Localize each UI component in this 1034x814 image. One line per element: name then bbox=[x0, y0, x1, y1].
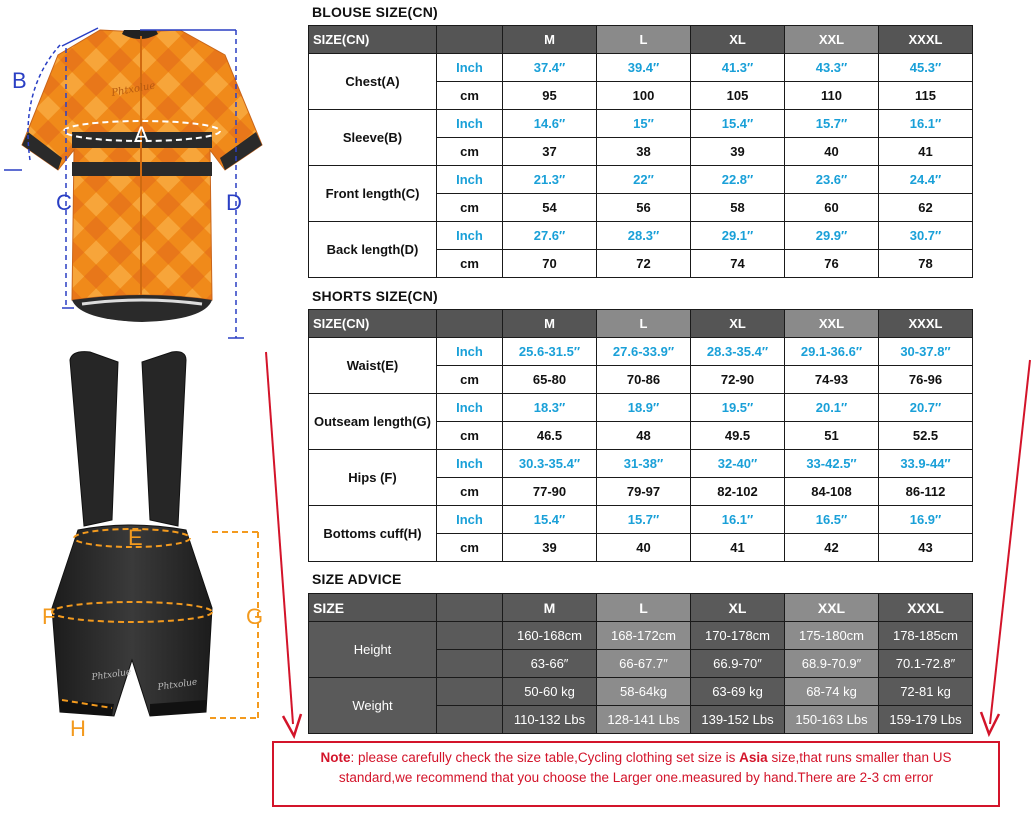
shorts-brand-right: Phtxolue bbox=[157, 677, 198, 693]
value-cell: 37 bbox=[503, 138, 597, 166]
value-cell: 37.4″ bbox=[503, 54, 597, 82]
header-cell: XXL bbox=[785, 310, 879, 338]
header-cell: XXXL bbox=[879, 594, 973, 622]
size-advice-table bbox=[308, 593, 973, 734]
value-cell: 46.5 bbox=[503, 422, 597, 450]
dimension-letter-b: B bbox=[12, 68, 27, 93]
value-cell: 15.7″ bbox=[597, 506, 691, 534]
unit-label: Inch bbox=[437, 110, 503, 138]
value-cell: 39 bbox=[691, 138, 785, 166]
note-bold: Asia bbox=[739, 750, 768, 765]
value-cell: 170-178cm bbox=[691, 622, 785, 650]
value-cell: 41.3″ bbox=[691, 54, 785, 82]
header-cell: XXL bbox=[785, 594, 879, 622]
value-cell: 30.7″ bbox=[879, 222, 973, 250]
table-row bbox=[309, 622, 973, 650]
row-label: Front length(C) bbox=[309, 166, 437, 222]
value-cell: 110 bbox=[785, 82, 879, 110]
value-cell: 16.1″ bbox=[691, 506, 785, 534]
value-cell: 19.5″ bbox=[691, 394, 785, 422]
table-row bbox=[309, 450, 973, 478]
header-cell: M bbox=[503, 594, 597, 622]
value-cell: 15.4″ bbox=[503, 506, 597, 534]
row-label: Chest(A) bbox=[309, 54, 437, 110]
header-cell: L bbox=[597, 310, 691, 338]
value-cell: 150-163 Lbs bbox=[785, 706, 879, 734]
unit-label: Inch bbox=[437, 54, 503, 82]
table-row bbox=[309, 678, 973, 706]
unit-label: Inch bbox=[437, 450, 503, 478]
value-cell: 23.6″ bbox=[785, 166, 879, 194]
header-cell: M bbox=[503, 26, 597, 54]
table-row bbox=[309, 222, 973, 250]
value-cell: 100 bbox=[597, 82, 691, 110]
dimension-letter-e: E bbox=[128, 525, 143, 550]
value-cell: 79-97 bbox=[597, 478, 691, 506]
header-cell: SIZE(CN) bbox=[309, 26, 437, 54]
table-header-row bbox=[309, 26, 973, 54]
value-cell: 21.3″ bbox=[503, 166, 597, 194]
value-cell: 43 bbox=[879, 534, 973, 562]
value-cell: 31-38″ bbox=[597, 450, 691, 478]
value-cell: 58 bbox=[691, 194, 785, 222]
value-cell: 160-168cm bbox=[503, 622, 597, 650]
shorts-title: SHORTS SIZE(CN) bbox=[312, 288, 438, 304]
value-cell: 95 bbox=[503, 82, 597, 110]
value-cell: 41 bbox=[691, 534, 785, 562]
value-cell: 105 bbox=[691, 82, 785, 110]
row-label: Weight bbox=[309, 678, 437, 734]
header-cell: XXL bbox=[785, 26, 879, 54]
value-cell: 70-86 bbox=[597, 366, 691, 394]
value-cell: 39.4″ bbox=[597, 54, 691, 82]
value-cell: 40 bbox=[785, 138, 879, 166]
value-cell: 72-81 kg bbox=[879, 678, 973, 706]
value-cell: 58-64kg bbox=[597, 678, 691, 706]
value-cell: 72 bbox=[597, 250, 691, 278]
value-cell: 20.7″ bbox=[879, 394, 973, 422]
value-cell: 178-185cm bbox=[879, 622, 973, 650]
value-cell: 48 bbox=[597, 422, 691, 450]
value-cell: 40 bbox=[597, 534, 691, 562]
unit-label: cm bbox=[437, 366, 503, 394]
header-cell: L bbox=[597, 594, 691, 622]
dimension-letter-h: H bbox=[70, 716, 86, 741]
dimension-letter-g: G bbox=[246, 604, 264, 629]
value-cell: 54 bbox=[503, 194, 597, 222]
value-cell: 68-74 kg bbox=[785, 678, 879, 706]
header-cell bbox=[437, 310, 503, 338]
value-cell: 33.9-44″ bbox=[879, 450, 973, 478]
value-cell: 68.9-70.9″ bbox=[785, 650, 879, 678]
value-cell: 50-60 kg bbox=[503, 678, 597, 706]
value-cell: 20.1″ bbox=[785, 394, 879, 422]
value-cell: 30.3-35.4″ bbox=[503, 450, 597, 478]
value-cell: 78 bbox=[879, 250, 973, 278]
row-label: Waist(E) bbox=[309, 338, 437, 394]
advice-title: SIZE ADVICE bbox=[312, 571, 402, 587]
table-header-row bbox=[309, 594, 973, 622]
value-cell: 63-69 kg bbox=[691, 678, 785, 706]
value-cell: 49.5 bbox=[691, 422, 785, 450]
header-cell: XXXL bbox=[879, 26, 973, 54]
header-cell: XL bbox=[691, 310, 785, 338]
value-cell: 51 bbox=[785, 422, 879, 450]
value-cell: 15.4″ bbox=[691, 110, 785, 138]
row-label: Outseam length(G) bbox=[309, 394, 437, 450]
header-cell: XXXL bbox=[879, 310, 973, 338]
value-cell: 29.1″ bbox=[691, 222, 785, 250]
unit-label: Inch bbox=[437, 222, 503, 250]
unit-label: Inch bbox=[437, 166, 503, 194]
jersey-brand: Phtxolue bbox=[110, 80, 157, 99]
header-cell: XL bbox=[691, 594, 785, 622]
row-label: Bottoms cuff(H) bbox=[309, 506, 437, 562]
note-text-1: : please carefully check the size table,Cycling clothing set size is bbox=[350, 750, 740, 765]
value-cell: 175-180cm bbox=[785, 622, 879, 650]
value-cell: 52.5 bbox=[879, 422, 973, 450]
value-cell: 63-66″ bbox=[503, 650, 597, 678]
value-cell: 82-102 bbox=[691, 478, 785, 506]
value-cell: 115 bbox=[879, 82, 973, 110]
header-cell bbox=[437, 26, 503, 54]
value-cell: 14.6″ bbox=[503, 110, 597, 138]
value-cell: 27.6″ bbox=[503, 222, 597, 250]
value-cell: 30-37.8″ bbox=[879, 338, 973, 366]
value-cell: 72-90 bbox=[691, 366, 785, 394]
row-label: Hips (F) bbox=[309, 450, 437, 506]
table-header-row bbox=[309, 310, 973, 338]
value-cell: 74 bbox=[691, 250, 785, 278]
value-cell: 128-141 Lbs bbox=[597, 706, 691, 734]
value-cell: 66.9-70″ bbox=[691, 650, 785, 678]
value-cell: 28.3-35.4″ bbox=[691, 338, 785, 366]
value-cell: 110-132 Lbs bbox=[503, 706, 597, 734]
note-box bbox=[272, 741, 1000, 807]
empty-cell bbox=[437, 622, 503, 650]
unit-label: Inch bbox=[437, 394, 503, 422]
value-cell: 43.3″ bbox=[785, 54, 879, 82]
value-cell: 159-179 Lbs bbox=[879, 706, 973, 734]
header-cell: M bbox=[503, 310, 597, 338]
value-cell: 38 bbox=[597, 138, 691, 166]
dimension-letter-c: C bbox=[56, 190, 72, 215]
value-cell: 32-40″ bbox=[691, 450, 785, 478]
header-cell: L bbox=[597, 26, 691, 54]
empty-cell bbox=[437, 678, 503, 706]
value-cell: 22″ bbox=[597, 166, 691, 194]
blouse-title: BLOUSE SIZE(CN) bbox=[312, 4, 438, 20]
value-cell: 66-67.7″ bbox=[597, 650, 691, 678]
shorts-brand-left: Phtxolue bbox=[91, 667, 132, 683]
value-cell: 70.1-72.8″ bbox=[879, 650, 973, 678]
value-cell: 24.4″ bbox=[879, 166, 973, 194]
header-cell: SIZE(CN) bbox=[309, 310, 437, 338]
value-cell: 27.6-33.9″ bbox=[597, 338, 691, 366]
value-cell: 74-93 bbox=[785, 366, 879, 394]
value-cell: 33-42.5″ bbox=[785, 450, 879, 478]
value-cell: 62 bbox=[879, 194, 973, 222]
table-row bbox=[309, 506, 973, 534]
unit-label: Inch bbox=[437, 506, 503, 534]
unit-label: cm bbox=[437, 534, 503, 562]
unit-label: cm bbox=[437, 422, 503, 450]
value-cell: 25.6-31.5″ bbox=[503, 338, 597, 366]
value-cell: 86-112 bbox=[879, 478, 973, 506]
value-cell: 16.9″ bbox=[879, 506, 973, 534]
empty-cell bbox=[437, 706, 503, 734]
table-row bbox=[309, 166, 973, 194]
note-prefix: Note bbox=[320, 750, 351, 765]
dimension-letter-f: F bbox=[42, 604, 56, 629]
shorts-size-table bbox=[308, 309, 973, 562]
value-cell: 15.7″ bbox=[785, 110, 879, 138]
header-cell bbox=[437, 594, 503, 622]
value-cell: 77-90 bbox=[503, 478, 597, 506]
value-cell: 18.3″ bbox=[503, 394, 597, 422]
unit-label: cm bbox=[437, 194, 503, 222]
row-label: Height bbox=[309, 622, 437, 678]
table-row bbox=[309, 54, 973, 82]
row-label: Back length(D) bbox=[309, 222, 437, 278]
unit-label: Inch bbox=[437, 338, 503, 366]
blouse-size-table bbox=[308, 25, 973, 278]
value-cell: 22.8″ bbox=[691, 166, 785, 194]
value-cell: 42 bbox=[785, 534, 879, 562]
value-cell: 18.9″ bbox=[597, 394, 691, 422]
dimension-letter-d: D bbox=[226, 190, 242, 215]
empty-cell bbox=[437, 650, 503, 678]
value-cell: 39 bbox=[503, 534, 597, 562]
table-row bbox=[309, 394, 973, 422]
row-label: Sleeve(B) bbox=[309, 110, 437, 166]
table-row bbox=[309, 338, 973, 366]
value-cell: 29.9″ bbox=[785, 222, 879, 250]
value-cell: 15″ bbox=[597, 110, 691, 138]
unit-label: cm bbox=[437, 250, 503, 278]
note-text-2: size,that runs smaller than US standard,we recommend that you choose the Larger one.measured by hand.There are 2-3 cm error bbox=[338, 750, 952, 785]
value-cell: 16.1″ bbox=[879, 110, 973, 138]
dimension-letter-a: A bbox=[134, 122, 149, 147]
unit-label: cm bbox=[437, 478, 503, 506]
value-cell: 56 bbox=[597, 194, 691, 222]
value-cell: 65-80 bbox=[503, 366, 597, 394]
value-cell: 139-152 Lbs bbox=[691, 706, 785, 734]
value-cell: 45.3″ bbox=[879, 54, 973, 82]
value-cell: 70 bbox=[503, 250, 597, 278]
header-cell: SIZE bbox=[309, 594, 437, 622]
unit-label: cm bbox=[437, 82, 503, 110]
table-row bbox=[309, 110, 973, 138]
value-cell: 76 bbox=[785, 250, 879, 278]
value-cell: 16.5″ bbox=[785, 506, 879, 534]
value-cell: 29.1-36.6″ bbox=[785, 338, 879, 366]
value-cell: 41 bbox=[879, 138, 973, 166]
unit-label: cm bbox=[437, 138, 503, 166]
value-cell: 60 bbox=[785, 194, 879, 222]
header-cell: XL bbox=[691, 26, 785, 54]
value-cell: 76-96 bbox=[879, 366, 973, 394]
value-cell: 84-108 bbox=[785, 478, 879, 506]
value-cell: 28.3″ bbox=[597, 222, 691, 250]
value-cell: 168-172cm bbox=[597, 622, 691, 650]
